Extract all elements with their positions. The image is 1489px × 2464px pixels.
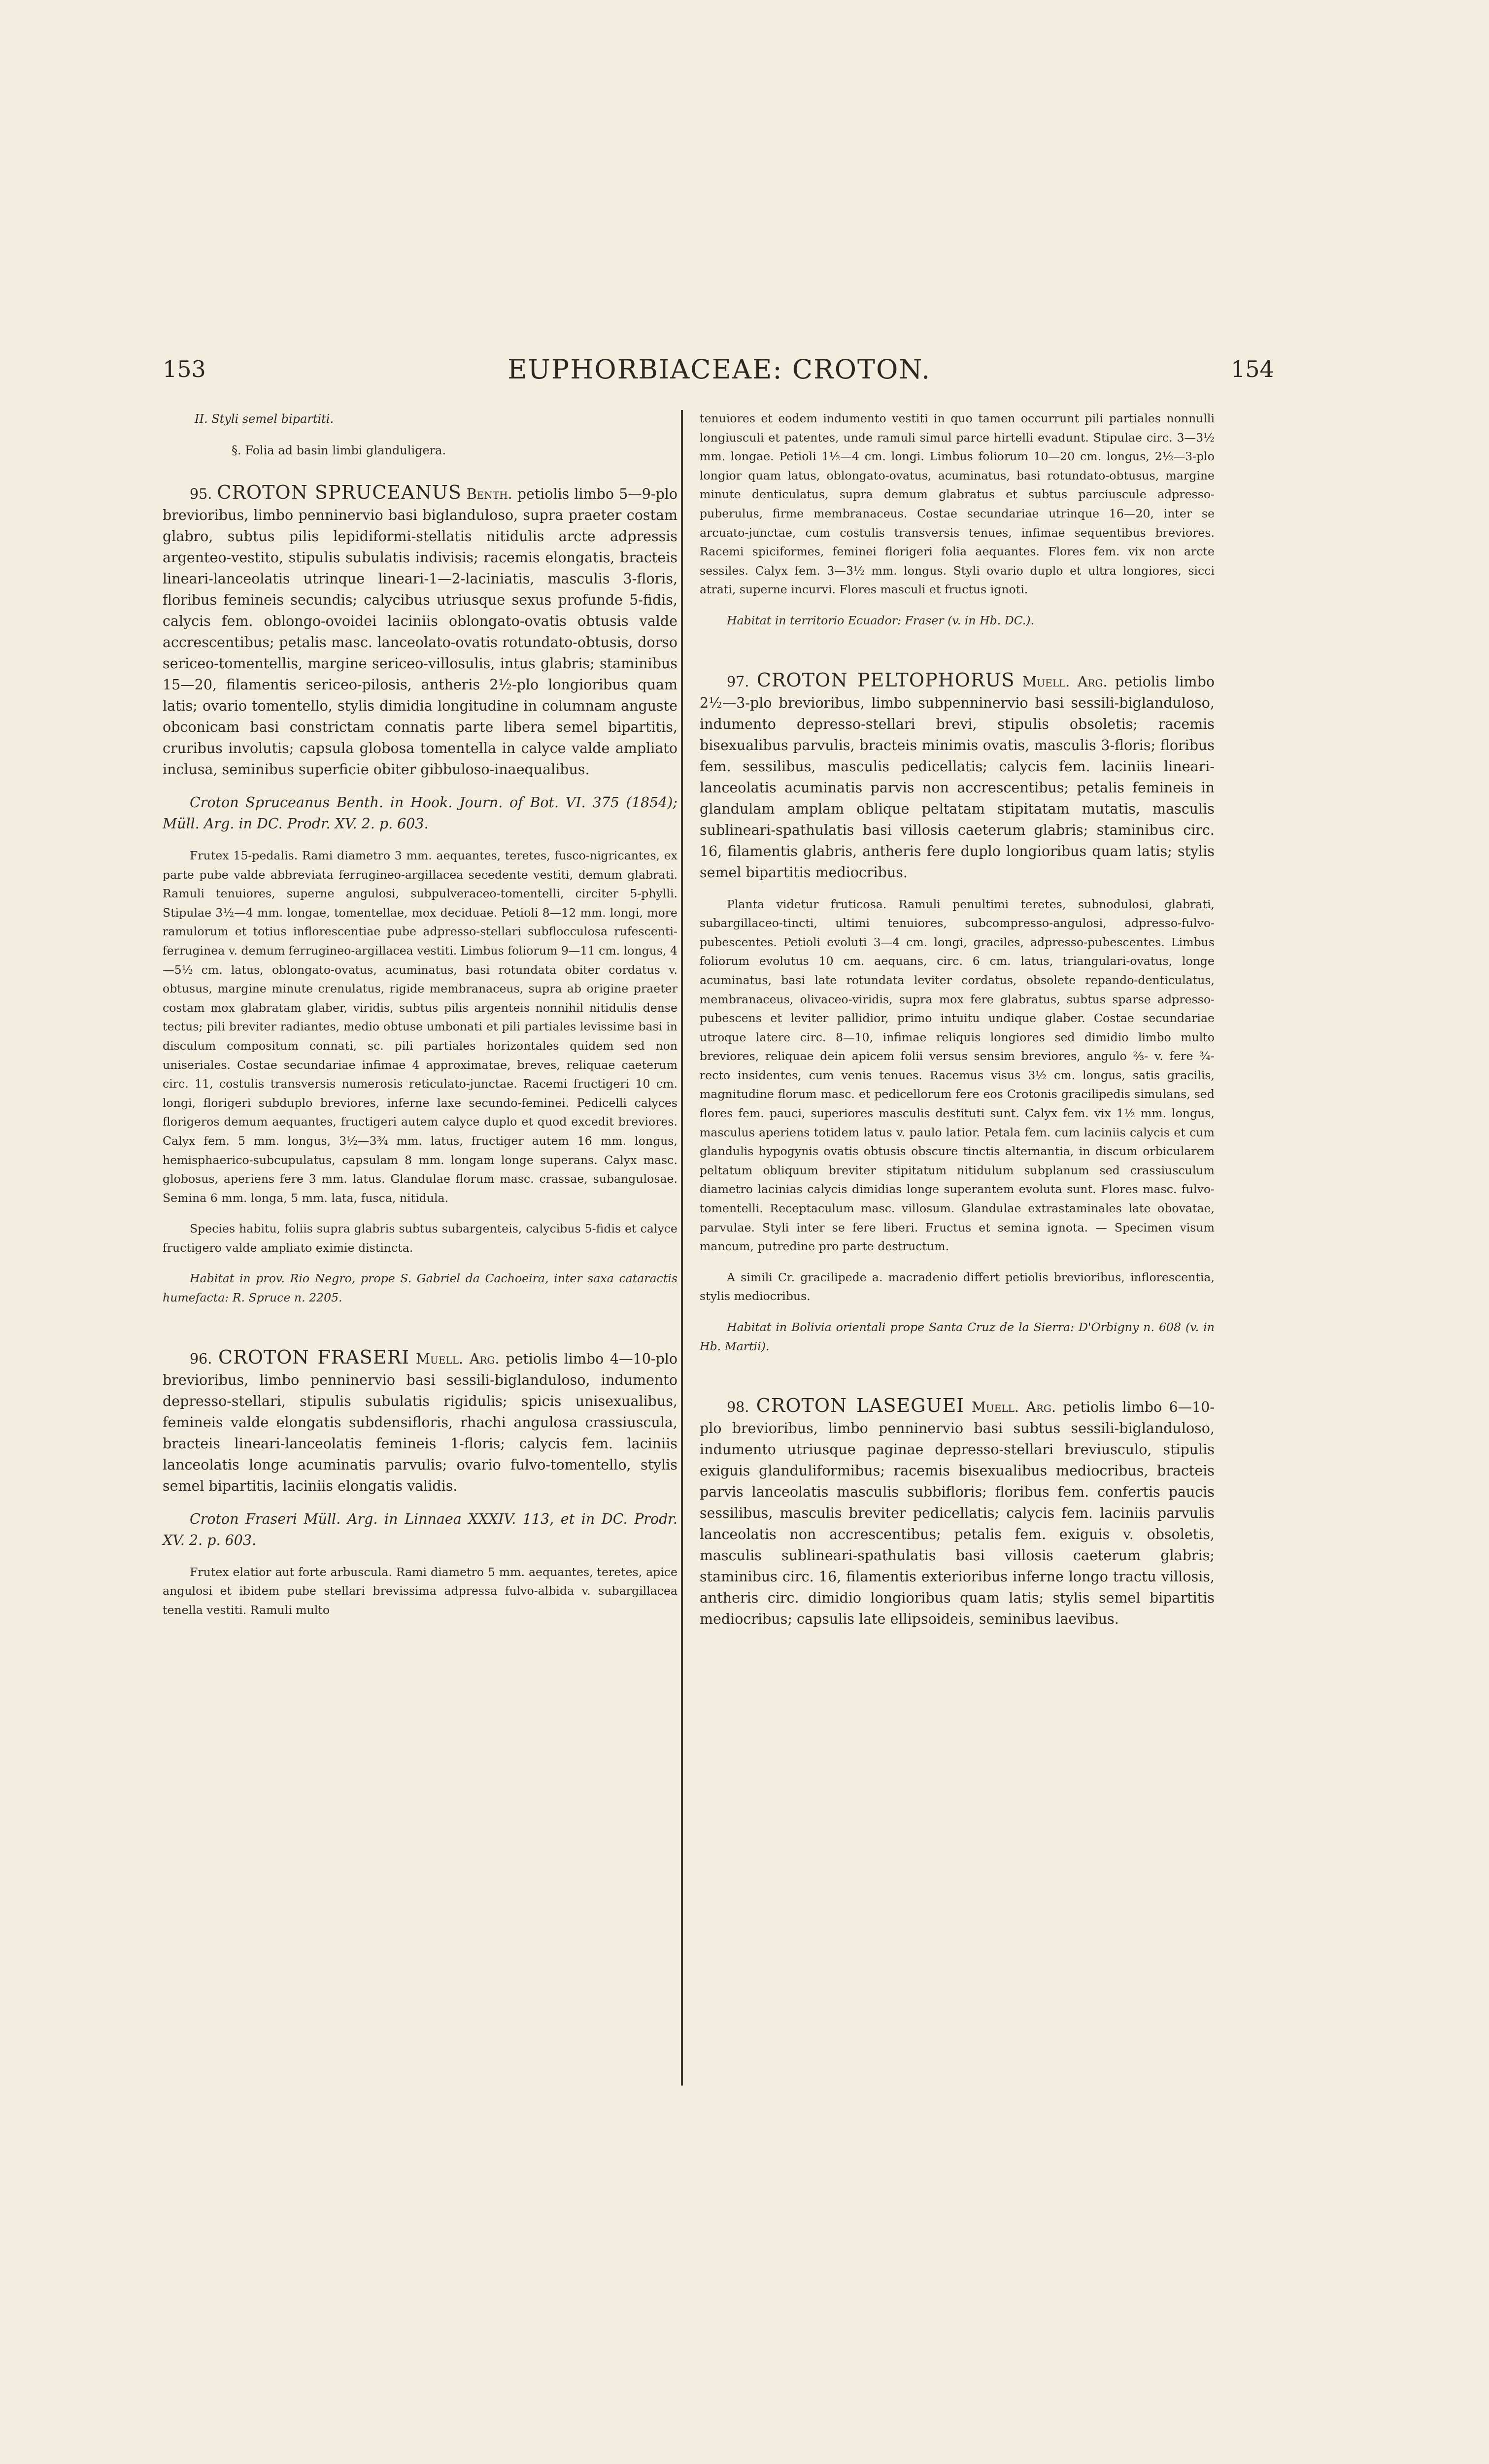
species-97-number: 97. — [727, 673, 749, 690]
species-95-description: Frutex 15-pedalis. Rami diametro 3 mm. aequantes, teretes, fusco-nigricantes, ex parte pube valde abbreviata ferrugineo-argillacea secedente vestiti, demum glabrati. Ramuli tenuiores, superne angulosi, subpulveraceo-tomentelli, circiter 5-phylli. Stipulae 3½—4 mm. longae, tomentellae, mox deciduae. Petioli 8—12 mm. longi, more ramulorum et totius inflorescentiae pube adpresso-stellari subflocculosa rufescenti-ferruginea v. demum ferrugineo-argillacea vestiti. Limbus foliorum 9—11 cm. longus, 4—5½ cm. latus, oblongato-ovatus, acuminatus, basi rotundata obiter cordatus v. obtusus, margine minute crenulatus, rigide membranaceus, supra ab origine praeter costam mox glabratam glaber, viridis, subtus pilis argenteis nonnihil nitidulis dense tectus; pili breviter radiantes, medio obtuse umbonati et pili partiales levissime basi in disculum compositum connati, sc. pili partiales horizontales quidem sed non uniseriales. Costae secundariae infimae 4 approximatae, breves, reliquae caeterum circ. 11, costulis transversis numerosis reticulato-junctae. Racemi fructigeri 10 cm. longi, florigeri subduplo breviores, inferne laxe secundo-feminei. Pedicelli calyces florigeros demum aequantes, fructigeri autem calyce duplo et quod excedit breviores. Calyx fem. 5 mm. longus, 3½—3¾ mm. latus, fructiger autem 16 mm. longus, hemisphaerico-subcupulatus, capsulam 8 mm. longam longe superans. Calyx masc. globosus, aperiens fere 3 mm. latus. Glandulae florum masc. crassae, subangulosae. Semina 6 mm. longa, 5 mm. lata, fusca, nitidula. — [163, 849, 677, 1205]
species-98-name: CROTON LASEGUEI — [756, 1395, 965, 1417]
page-number-right: 154 — [1231, 356, 1274, 382]
column-divider — [681, 410, 683, 2086]
species-95-diagnosis-text: petiolis limbo 5—9-plo brevioribus, limbo penninervio basi biglanduloso, supra praeter costam glabro, subtus pilis lepidiformi-stellatis nitidulis arcte adpressis argenteo-vestito, stipulis subulatis indivisis; racemis elongatis, bracteis lineari-lanceolatis utrinque lineari-1—2-laciniatis, masculis 3-floris, floribus femineis secundis; calycibus utriusque sexus profunde 5-fidis, calycis fem. oblongo-ovoidei laciniis oblongato-ovatis obtusis valde accrescentibus; petalis masc. lanceolato-ovatis rotundato-obtusis, dorso sericeo-tomentellis, margine sericeo-villosulis, intus glabris; staminibus 15—20, filamentis sericeo-pilosis, antheris 2½-plo longioribus quam latis; ovario tomentello, stylis dimidia longitudine in columnam anguste obconicam basi constrictam connatis parte libera semel bipartitis, cruribus involutis; capsula globosa tomentella in calyce valde ampliato inclusa, seminibus superficie obiter gibbuloso-inaequalibus. — [163, 486, 677, 778]
species-98-number: 98. — [727, 1399, 749, 1416]
species-97-habitat: Habitat in Bolivia orientali prope Santa Cruz de la Sierra: D'Orbigny n. 608 (v. in Hb. Martii). — [700, 1320, 1215, 1353]
species-95-name: CROTON SPRUCEANUS — [217, 481, 462, 503]
running-title: EUPHORBIACEAE: CROTON. — [508, 354, 931, 385]
species-96-habitat: Habitat in territorio Ecuador: Fraser (v. in Hb. DC.). — [727, 613, 1035, 627]
species-97-name: CROTON PELTOPHORUS — [756, 669, 1015, 691]
species-95-number: 95. — [190, 486, 212, 502]
species-97-note: A simili Cr. gracilipede a. macradenio differt petiolis brevioribus, inflorescentia, stylis mediocribus. — [700, 1270, 1215, 1303]
species-97-diagnosis-text: petiolis limbo 2½—3-plo brevioribus, limbo subpenninervio basi sessili-biglanduloso, indumento depresso-stellari brevi, stipulis obsoletis; racemis bisexualibus parvulis, bracteis minimis ovatis, masculis 3-floris; floribus fem. sessilibus, masculis pedicellatis; calycis fem. laciniis lineari-lanceolatis acuminatis parvis non accrescentibus; petalis femineis in glandulam amplam oblique peltatam stipitatam mutatis, masculis sublineari-spathulatis basi villosis caeterum glabris; staminibus circ. 16, filamentis glabris, antheris fere duplo longioribus quam latis; stylis semel bipartitis mediocribus. — [700, 673, 1215, 881]
species-96-description-continued: tenuiores et eodem indumento vestiti in quo tamen occurrunt pili partiales nonnulli longiusculi et patentes, unde ramuli simul parce hirtelli evadunt. Stipulae circ. 3—3½ mm. longae. Petioli 1½—4 cm. longi. Limbus foliorum 10—20 cm. longus, 2½—3-plo longior quam latus, oblongato-ovatus, acuminatus, basi rotundato-obtusus, margine minute denticulatus, supra demum glabratus et subtus parciuscule adpresso-puberulus, firme membranaceus. Costae secundariae utrinque 16—20, inter se arcuato-junctae, cum costulis transversis tenues, infimae sequentibus breviores. Racemi spiciformes, feminei florigeri folia aequantes. Flores fem. vix non arcte sessiles. Calyx fem. 3—3½ mm. longus. Styli ovario duplo et ultra longiores, sicci atrati, superne incurvi. Flores masculi et fructus ignoti. — [700, 411, 1215, 597]
page-number-left: 153 — [163, 356, 206, 382]
species-95-habitat: Habitat in prov. Rio Negro, prope S. Gabriel da Cachoeira, inter saxa cataractis humefacta: R. Spruce n. 2205. — [163, 1271, 677, 1305]
species-97-diagnosis — [700, 670, 1215, 883]
species-96-name: CROTON FRASERI — [218, 1346, 410, 1368]
left-column — [163, 409, 677, 1619]
species-96-author: Muell. Arg. — [415, 1350, 500, 1367]
species-96-diagnosis-text: petiolis limbo 4—10-plo brevioribus, limbo penninervio basi sessili-biglanduloso, indumento depresso-stellari, stipulis subulatis rigidulis; spicis unisexualibus, femineis valde elongatis subdensifloris, rhachi angulosa crassiuscula, bracteis lineari-lanceolatis femineis 1-floris; calycis fem. laciniis lanceolatis longe acuminatis parvulis; ovario fulvo-tomentello, stylis semel bipartitis, laciniis elongatis validis. — [163, 1350, 677, 1494]
species-98-author: Muell. Arg. — [971, 1399, 1056, 1416]
section-heading: II. Styli semel bipartiti. — [195, 412, 334, 426]
right-column — [700, 409, 1215, 1630]
species-96-description: Frutex elatior aut forte arbuscula. Rami diametro 5 mm. aequantes, teretes, apice angulosi et ibidem pube stellari brevissima adpressa fulvo-albida v. subargillacea tenella vestiti. Ramuli multo — [163, 1565, 677, 1617]
species-97-author: Muell. Arg. — [1022, 673, 1108, 690]
subsection-heading: §. Folia ad basin limbi glanduligera. — [232, 444, 446, 457]
species-96-synonymy: Croton Fraseri Müll. Arg. in Linnaea XXXIV. 113, et in DC. Prodr. XV. 2. p. 603. — [163, 1510, 677, 1548]
species-95-synonymy: Croton Spruceanus Benth. in Hook. Journ. of Bot. VI. 375 (1854); Müll. Arg. in DC. Prodr. XV. 2. p. 603. — [163, 794, 677, 832]
species-96-number: 96. — [190, 1350, 212, 1367]
species-98-diagnosis-text: petiolis limbo 6—10-plo brevioribus, limbo penninervio basi subtus sessili-biglanduloso, indumento utriusque paginae depresso-stellari breviusculo, stipulis exiguis glanduliformibus; racemis bisexualibus mediocribus, bracteis parvis lanceolatis masculis subbifloris; floribus fem. confertis paucis sessilibus, masculis breviter pedicellatis; calycis fem. laciniis parvulis lanceolatis non accrescentibus; petalis fem. exiguis v. obsoletis, masculis sublineari-spathulatis basi villosis caeterum glabris; staminibus circ. 16, filamentis exterioribus inferne longo tractu villosis, antheris circ. dimidio longioribus quam latis; stylis semel bipartitis mediocribus; capsulis late ellipsoideis, seminibus laevibus. — [700, 1399, 1215, 1628]
species-95-diagnosis — [163, 482, 677, 780]
species-97-description: Planta videtur fruticosa. Ramuli penultimi teretes, subnodulosi, glabrati, subargillaceo-tincti, ultimi tenuiores, subcompresso-angulosi, adpresso-fulvo-pubescentes. Petioli evoluti 3—4 cm. longi, graciles, adpresso-pubescentes. Limbus foliorum evolutus 10 cm. aequans, circ. 6 cm. latus, triangulari-ovatus, longe acuminatus, basi late rotundata leviter cordatus, obsolete repando-denticulatus, membranaceus, olivaceo-viridis, supra mox fere glabratus, subtus sparse adpresso-pubescens et leviter pallidior, primo intuitu undique glaber. Costae secundariae utroque latere circ. 8—10, infimae reliquis longiores sed dimidio limbo multo breviores, reliquae dein apicem folii versus sensim breviores, angulo ⅔- v. fere ¾-recto insidentes, cum venis tenues. Racemus visus 3½ cm. longus, satis gracilis, magnitudine florum masc. et pedicellorum fere eos Crotonis gracilipedis simulans, sed flores fem. pauci, superiores masculis destituti sunt. Calyx fem. vix 1½ mm. longus, masculus aperiens totidem latus v. paulo latior. Petala fem. cum laciniis calycis et cum glandulis hypogynis ovatis obtusis obscure tinctis alternantia, in discum orbicularem peltatum obliquum breviter stipitatum nitidulum subplanum sed crassiusculum diametro lacinias calycis dimidias longe superantem evoluta sunt. Flores masc. fulvo-tomentelli. Receptaculum masc. villosum. Glandulae extrastaminales late obovatae, parvulae. Styli inter se fere liberi. Fructus et semina ignota. — Specimen visum mancum, putredine pro parte destructum. — [700, 897, 1215, 1254]
species-95-note: Species habitu, foliis supra glabris subtus subargenteis, calycibus 5-fidis et calyce fructigero valde ampliato eximie distincta. — [163, 1222, 677, 1255]
species-98-diagnosis — [700, 1395, 1215, 1630]
species-96-diagnosis — [163, 1347, 677, 1497]
species-95-author: Benth. — [466, 486, 512, 502]
